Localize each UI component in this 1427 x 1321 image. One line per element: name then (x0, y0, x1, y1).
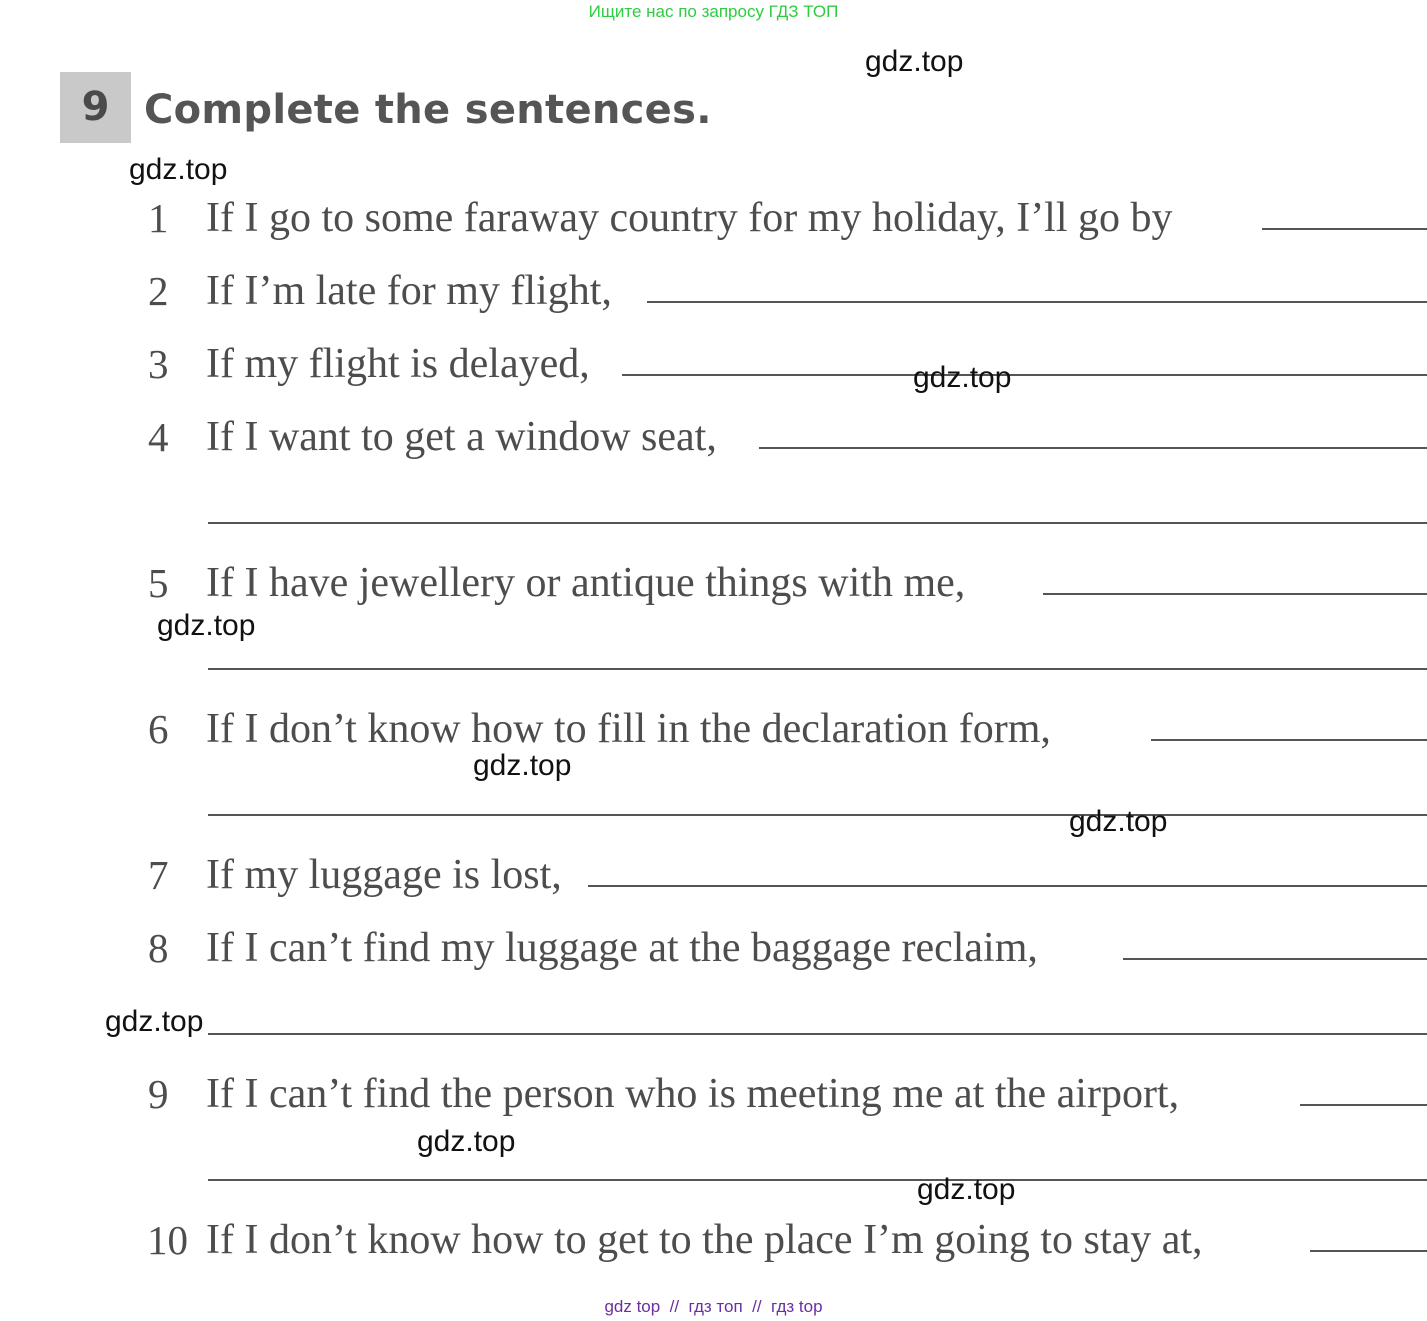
watermark: gdz.top (105, 1005, 204, 1038)
sentence-row-4 (0, 409, 1427, 465)
sentence-text: If I don’t know how to get to the place I’m going to stay at, (206, 1217, 1203, 1263)
sentence-number: 3 (148, 341, 169, 387)
sentence-text: If my flight is delayed, (206, 341, 590, 387)
watermark: gdz.top (129, 153, 228, 186)
answer-line-continuation[interactable] (208, 1179, 1427, 1181)
answer-blank[interactable] (588, 885, 1427, 887)
answer-line-continuation[interactable] (208, 814, 1427, 816)
exercise-number-badge: 9 (60, 72, 131, 143)
answer-blank[interactable] (1123, 958, 1427, 960)
sentence-row-9 (0, 1066, 1427, 1122)
watermark: gdz.top (417, 1125, 516, 1158)
answer-blank[interactable] (622, 374, 1427, 376)
watermark: gdz.top (157, 609, 256, 642)
sentence-row-1 (0, 190, 1427, 246)
sentence-text: If I don’t know how to fill in the declaration form, (206, 706, 1051, 752)
sentence-text: If I want to get a window seat, (206, 414, 717, 460)
watermark: gdz.top (865, 45, 964, 78)
sentence-number: 5 (148, 560, 169, 606)
sentence-number: 8 (148, 925, 169, 971)
sentence-text: If I have jewellery or antique things with me, (206, 560, 966, 606)
answer-blank[interactable] (647, 301, 1427, 303)
sentence-text: If I’m late for my flight, (206, 268, 612, 314)
answer-blank[interactable] (759, 447, 1427, 449)
sentence-row-8 (0, 920, 1427, 976)
sentence-number: 10 (147, 1217, 188, 1263)
sentence-text: If I can’t find my luggage at the baggage reclaim, (206, 925, 1038, 971)
answer-line-continuation[interactable] (208, 1033, 1427, 1035)
sentence-text: If I can’t find the person who is meeting me at the airport, (206, 1071, 1180, 1117)
sentence-row-3 (0, 336, 1427, 392)
answer-blank[interactable] (1151, 739, 1427, 741)
sentence-row-10 (0, 1212, 1427, 1268)
watermark: gdz.top (1069, 805, 1168, 838)
sentence-number: 9 (148, 1071, 169, 1117)
sentence-text: If my luggage is lost, (206, 852, 562, 898)
top-banner: Ищите нас по запросу ГДЗ ТОП (588, 2, 839, 21)
sentence-row-7 (0, 847, 1427, 903)
watermark: gdz.top (473, 749, 572, 782)
sentence-number: 7 (148, 852, 169, 898)
sentence-row-6 (0, 701, 1427, 757)
footer-links: gdz top // гдз топ // гдз top (604, 1297, 823, 1316)
answer-blank[interactable] (1300, 1104, 1427, 1106)
answer-line-continuation[interactable] (208, 668, 1427, 670)
sentence-row-5 (0, 555, 1427, 611)
answer-line-continuation[interactable] (208, 522, 1427, 524)
sentence-number: 4 (148, 414, 169, 460)
exercise-title: Complete the sentences. (144, 87, 712, 133)
sentence-row-2 (0, 263, 1427, 319)
sentence-number: 2 (148, 268, 169, 314)
sentence-number: 6 (148, 706, 169, 752)
sentence-number: 1 (148, 195, 169, 241)
answer-blank[interactable] (1310, 1250, 1427, 1252)
sentence-text: If I go to some faraway country for my holiday, I’ll go by (206, 195, 1173, 241)
answer-blank[interactable] (1262, 228, 1427, 230)
watermark: gdz.top (913, 361, 1012, 394)
answer-blank[interactable] (1043, 593, 1427, 595)
watermark: gdz.top (917, 1173, 1016, 1206)
